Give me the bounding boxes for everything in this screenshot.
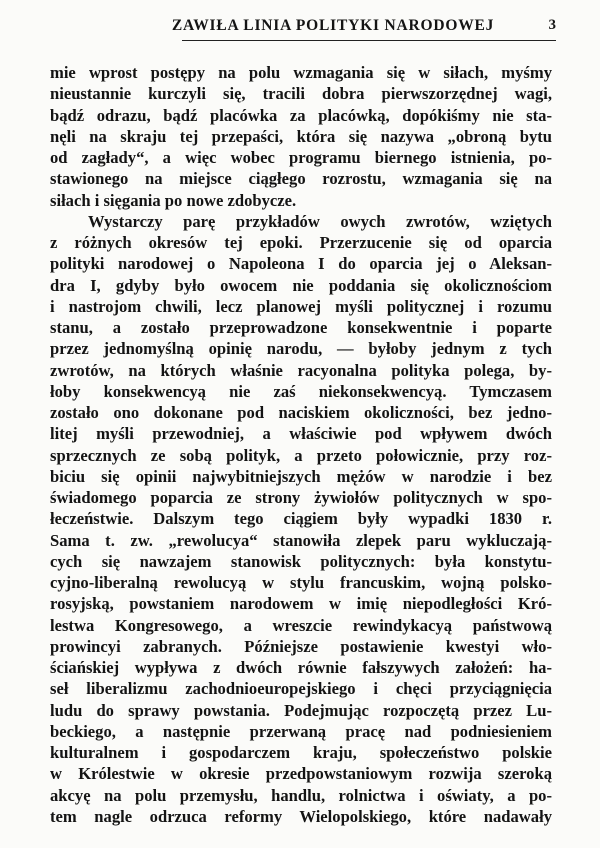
text-line: seł liberalizmu zachodnioeuropejskiego i chęci przyciągnięcia (50, 679, 552, 699)
text-line: cyjno-liberalną rewolucyą w stylu francuskim, wojną polsko- (50, 573, 552, 592)
text-line: z różnych okresów tej epoki. Przerzucenie się od oparcia (50, 233, 552, 252)
text-line: polityki narodowej o Napoleona I do oparcia jej o Aleksan- (50, 254, 552, 274)
text-line: bądź odrazu, bądź placówka za placówką, dopókiśmy nie sta- (50, 105, 552, 125)
text-line: akcyę na polu przemysłu, handlu, rolnictwa i oświaty, a po- (50, 785, 552, 805)
text-line: cych się nawzajem stanowisk politycznych: była konstytu- (50, 551, 552, 571)
text-line: litej myśli przewodniej, a właściwie pod wpływem dwóch (50, 424, 552, 444)
text-line: nęli na skraju tej przepaści, która się nazywa „obroną bytu (50, 126, 552, 146)
text-line: w Królestwie w okresie przedpowstaniowym rozwija szeroką (50, 764, 552, 784)
text-line: mie wprost postępy na polu wzmagania się w siłach, myśmy (50, 63, 552, 82)
text-line: zwrotów, na których właśnie racyonalna polityka polega, by- (50, 360, 552, 380)
text-line: łoby konsekwencyą nie zaś niekonsekwencyą. Tymczasem (50, 381, 552, 401)
text-line: kulturalnem i gospodarczem kraju, społeczeństwo polskie (50, 743, 552, 762)
text-line: zostało ono dokonane pod naciskiem okoliczności, bez jedno- (50, 403, 552, 422)
page-number: 3 (548, 17, 556, 33)
text-line: od zagłady“, a więc wobec programu biernego istnienia, po- (50, 148, 552, 167)
text-line: nieustannie kurczyli się, tracili dobra pierwszorzędnej wagi, (50, 84, 552, 104)
text-line: Sama t. zw. „rewolucya“ stanowiła zlepek paru wykluczają- (50, 530, 552, 550)
text-line: stawionego na miejsce ciągłego rozrostu, wzmagania się na (50, 169, 552, 189)
text-line: siłach i sięgania po nowe zdobycze. (50, 190, 297, 210)
text-line: przez jednomyślną opinię narodu, — byłoby jednym z tych (50, 339, 552, 359)
body-text (50, 62, 552, 827)
text-line: beckiego, a następnie przerwaną pracę nad podniesieniem (50, 721, 552, 741)
text-line: świadomego poparcia ze strony żywiołów politycznych w spo- (50, 488, 552, 507)
text-line: dra I, gdyby było owocem nie poddania się okolicznościom (50, 275, 552, 295)
header-rule (182, 40, 556, 41)
text-line: stanu, a zostało przeprowadzone konsekwentnie i poparte (50, 318, 552, 337)
text-line: łeczeństwie. Dalszym tego ciągiem były wypadki 1830 r. (50, 509, 552, 529)
text-line: tem nagle odrzuca reformy Wielopolskiego, które nadawały (50, 806, 552, 826)
text-line: ściańskiej wypływa z dwóch równie fałszywych założeń: ha- (50, 658, 552, 677)
text-line: sprzecznych ze sobą polityk, a przeto połowicznie, przy roz- (50, 445, 552, 465)
text-line: ludu do sprawy powstania. Podejmując rozpoczętą przez Lu- (50, 700, 552, 720)
text-line: biciu się opinii najwybitniejszych mężów w narodzie i bez (50, 466, 552, 486)
text-line: Wystarczy parę przykładów owych zwrotów, wziętych (88, 211, 552, 231)
text-line: prowincyi zabranych. Późniejsze postawienie kwestyi wło- (50, 636, 552, 656)
text-line: lestwa Kongresowego, a wreszcie rewindykacyą państwową (50, 615, 552, 635)
page-header (48, 17, 556, 45)
text-line: rosyjską, powstaniem narodowem w imię niepodległości Kró- (50, 594, 552, 614)
text-line: i nastrojom chwili, lecz planowej myśli politycznej i rozumu (50, 296, 552, 316)
running-title: ZAWIŁA LINIA POLITYKI NARODOWEJ (171, 17, 495, 34)
